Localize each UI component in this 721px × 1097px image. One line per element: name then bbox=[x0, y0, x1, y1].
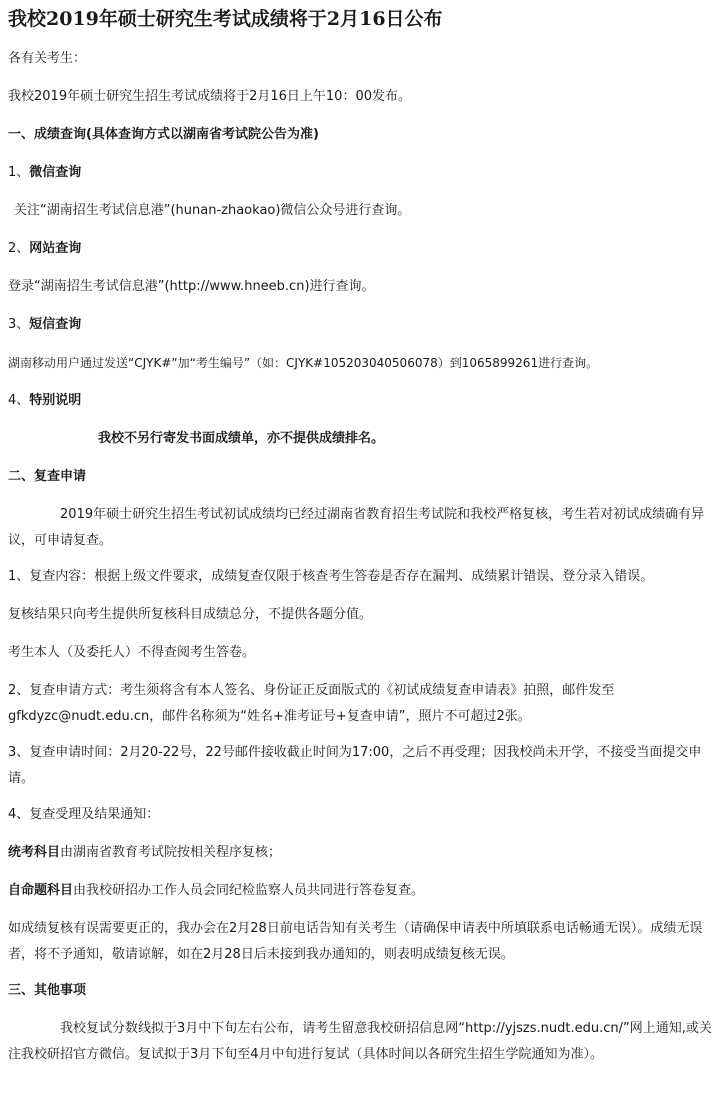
intro-text: 我校2019年硕士研究生招生考试成绩将于2月16日上午10：00发布。 bbox=[8, 89, 411, 104]
self-subjects bbox=[8, 878, 713, 904]
special-note: 我校不另行寄发书面成绩单，亦不提供成绩排名。 bbox=[98, 431, 385, 446]
item-number: 1、 bbox=[8, 165, 30, 180]
section2-heading: 二、复查申请 bbox=[8, 469, 87, 484]
special-heading bbox=[8, 388, 713, 414]
unified-text: 由湖南省教育考试院按相关程序复核； bbox=[60, 845, 282, 860]
item-number: 4、 bbox=[8, 393, 30, 408]
unified-label: 统考科目 bbox=[8, 845, 61, 860]
self-label: 自命题科目 bbox=[8, 883, 74, 898]
review-accept: 4、复查受理及结果通知： bbox=[8, 807, 160, 822]
section3-heading: 三、其他事项 bbox=[8, 983, 87, 998]
item-title: 微信查询 bbox=[29, 165, 82, 180]
sms-text: 湖南移动用户通过发送“CJYK#”加“考生编号”（如：CJYK#105203040506078）到1065899261进行查询。 bbox=[8, 356, 599, 370]
section1-heading: 一、成绩查询(具体查询方式以湖南省考试院公告为准) bbox=[8, 127, 319, 142]
other-matters: 我校复试分数线拟于3月中下旬左右公布，请考生留意我校研招信息网“http://yjszs.nudt.edu.cn/”网上通知,或关注我校研招官方微信。复试拟于3月下旬至4月中旬进行复试（具体时间以各研究生招生学院通知为准）。 bbox=[8, 1021, 712, 1062]
application-form-link[interactable]: 初试成绩复查申请表 bbox=[393, 683, 511, 698]
page-title: 我校2019年硕士研究生考试成绩将于2月16日公布 bbox=[8, 8, 443, 30]
sms-heading bbox=[8, 312, 713, 338]
review-intro: 2019年硕士研究生招生考试初试成绩均已经过湖南省教育招生考试院和我校严格复核，考生若对初试成绩确有异议，可申请复查。 bbox=[8, 507, 705, 548]
review-no-view: 考生本人（及委托人）不得查阅考生答卷。 bbox=[8, 645, 256, 660]
review-content: 1、复查内容：根据上级文件要求，成绩复查仅限于核查考生答卷是否存在漏判、成绩累计错误、登分录入错误。 bbox=[8, 569, 654, 584]
correction-note: 如成绩复核有误需要更正的，我办会在2月28日前电话告知有关考生（请确保申请表中所填联系电话畅通无误）。成绩无误者，将不予通知，敬请谅解，如在2月28日后未接到我办通知的，则表明成绩复核无误。 bbox=[8, 921, 703, 962]
item-number: 3、 bbox=[8, 317, 30, 332]
web-heading bbox=[8, 236, 713, 262]
email-link[interactable]: gfkdyzc@nudt.edu.cn bbox=[8, 709, 150, 724]
method-suffix: ，邮件名称须为“姓名+准考证号+复查申请”，照片不可超过2张。 bbox=[149, 709, 531, 724]
item-title: 短信查询 bbox=[29, 317, 82, 332]
wechat-text: 关注“湖南招生考试信息港”(hunan-zhaokao)微信公众号进行查询。 bbox=[14, 203, 411, 218]
method-prefix: 2、复查申请方式：考生须将含有本人签名、身份证正反面版式的《 bbox=[8, 683, 394, 698]
item-title: 网站查询 bbox=[29, 241, 82, 256]
review-result-note: 复核结果只向考生提供所复核科目成绩总分，不提供各题分值。 bbox=[8, 607, 373, 622]
unified-subjects bbox=[8, 840, 713, 866]
item-title: 特别说明 bbox=[29, 393, 82, 408]
item-number: 2、 bbox=[8, 241, 30, 256]
wechat-heading bbox=[8, 160, 713, 186]
review-time: 3、复查申请时间：2月20-22号，22号邮件接收截止时间为17:00，之后不再受理；因我校尚未开学，不接受当面提交申请。 bbox=[8, 745, 702, 786]
web-text: 登录“湖南招生考试信息港”(http://www.hneeb.cn)进行查询。 bbox=[8, 279, 375, 294]
method-mid: 》拍照，邮件发至 bbox=[510, 683, 615, 698]
review-method bbox=[8, 678, 713, 730]
greeting: 各有关考生： bbox=[8, 51, 87, 66]
self-text: 由我校研招办工作人员会同纪检监察人员共同进行答卷复查。 bbox=[73, 883, 425, 898]
